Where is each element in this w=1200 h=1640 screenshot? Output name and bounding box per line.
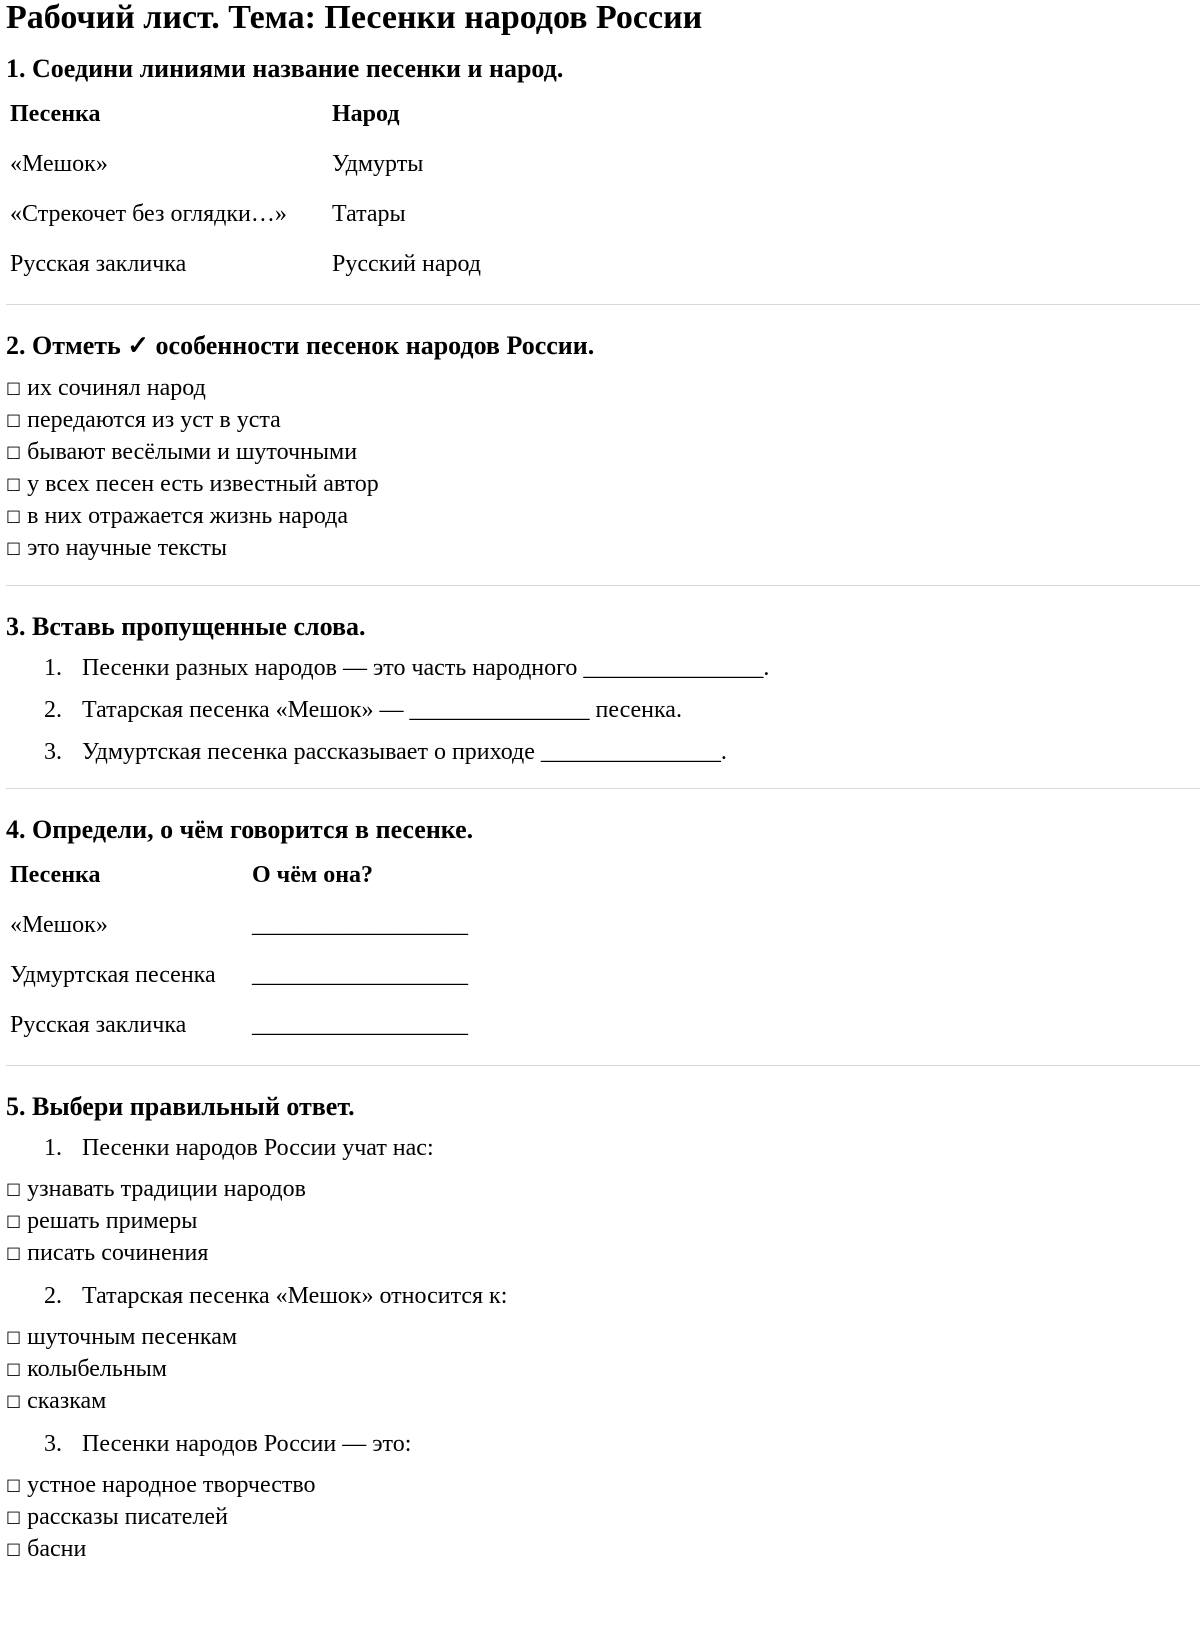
checkbox-icon[interactable]: □ [6,442,22,461]
checklist-item-label: бывают весёлыми и шуточными [27,439,358,465]
checkbox-icon[interactable]: □ [6,1539,22,1558]
checklist-item [6,437,1194,469]
item-number: 3. [44,739,62,765]
fill-item [6,696,1194,724]
section-3-list [6,654,1194,766]
checklist-item-label: это научные тексты [27,535,228,561]
item-number: 2. [44,697,62,723]
answer-option-label: узнавать традиции народов [27,1176,306,1202]
question-text: Песенки народов России учат нас: [82,1135,434,1161]
section-divider [6,1065,1200,1066]
checkbox-icon[interactable]: □ [6,378,22,397]
song-cell: «Мешок» [10,151,108,177]
item-number: 1. [44,655,62,681]
question-number: 2. [44,1283,62,1309]
answer-option [6,1502,1194,1534]
section-divider [6,585,1200,586]
question-number: 1. [44,1135,62,1161]
section-divider [6,304,1200,305]
checkbox-icon[interactable]: □ [6,410,22,429]
people-cell: Татары [332,201,406,227]
answer-option-label: шуточным песенкам [27,1324,238,1350]
checkbox-icon[interactable]: □ [6,1391,22,1410]
page-title: Рабочий лист. Тема: Песенки народов России [6,0,703,36]
checklist-item-label: у всех песен есть известный автор [27,471,379,497]
question [6,1430,1194,1458]
answer-option [6,1534,1194,1566]
answer-options [6,1322,1194,1418]
checkbox-icon[interactable]: □ [6,1243,22,1262]
section-4-table [6,855,516,1055]
checkbox-icon[interactable]: □ [6,1359,22,1378]
checklist-item [6,501,1194,533]
table-row [6,1005,516,1055]
fill-item-text: Татарская песенка «Мешок» — _______________ песенка. [82,697,682,723]
column-header-song: Песенка [10,862,101,888]
answer-option-label: рассказы писателей [27,1504,228,1530]
column-header-song: Песенка [10,101,101,127]
checkbox-icon[interactable]: □ [6,506,22,525]
table-header-row [6,855,516,905]
checklist-item-label: в них отражается жизнь народа [27,503,348,529]
table-row [6,194,576,244]
answer-option-label: писать сочинения [27,1240,209,1266]
song-cell: Русская закличка [10,1012,187,1038]
section-4-title: 4. Определи, о чём говорится в песенке. [6,815,474,844]
column-header-about: О чём она? [252,862,374,888]
checkbox-icon[interactable]: □ [6,1475,22,1494]
answer-blank[interactable]: __________________ [252,912,468,938]
answer-option [6,1470,1194,1502]
question [6,1282,1194,1310]
checkbox-icon[interactable]: □ [6,1211,22,1230]
checkbox-icon[interactable]: □ [6,1507,22,1526]
section-divider [6,788,1200,789]
fill-item-text: Песенки разных народов — это часть народного _______________. [82,655,770,681]
checklist-item [6,405,1194,437]
section-5-title: 5. Выбери правильный ответ. [6,1092,355,1121]
answer-option-label: колыбельным [27,1356,167,1382]
song-cell: «Мешок» [10,912,108,938]
checkbox-icon[interactable]: □ [6,538,22,557]
checklist-item-label: передаются из уст в уста [27,407,281,433]
answer-option [6,1354,1194,1386]
song-cell: Удмуртская песенка [10,962,216,988]
answer-option-label: басни [27,1536,87,1562]
checklist-item-label: их сочинял народ [27,375,206,401]
answer-option [6,1206,1194,1238]
question-text: Песенки народов России — это: [82,1431,412,1457]
table-row [6,144,576,194]
fill-item-text: Удмуртская песенка рассказывает о приходе _______________. [82,739,727,765]
song-cell: Русская закличка [10,251,187,277]
song-cell: «Стрекочет без оглядки…» [10,201,287,227]
checklist-item [6,373,1194,405]
section-2-checklist [6,373,1194,565]
table-row [6,244,576,294]
answer-option [6,1174,1194,1206]
answer-blank[interactable]: __________________ [252,1012,468,1038]
answer-option-label: решать примеры [27,1208,198,1234]
checkbox-icon[interactable]: □ [6,474,22,493]
checkbox-icon[interactable]: □ [6,1179,22,1198]
section-3-title: 3. Вставь пропущенные слова. [6,612,366,641]
fill-item [6,654,1194,682]
answer-option [6,1238,1194,1270]
answer-option-label: устное народное творчество [27,1472,316,1498]
question-number: 3. [44,1431,62,1457]
table-row [6,955,516,1005]
table-row [6,905,516,955]
answer-option-label: сказкам [27,1388,107,1414]
answer-option [6,1322,1194,1354]
question [6,1134,1194,1162]
fill-item [6,738,1194,766]
question-text: Татарская песенка «Мешок» относится к: [82,1283,508,1309]
checkbox-icon[interactable]: □ [6,1327,22,1346]
checklist-item [6,533,1194,565]
table-header-row [6,94,576,144]
section-1-table [6,94,576,294]
checklist-item [6,469,1194,501]
answer-options [6,1174,1194,1270]
section-2-title: 2. Отметь ✓ особенности песенок народов России. [6,331,595,360]
column-header-people: Народ [332,101,400,127]
answer-option [6,1386,1194,1418]
answer-options [6,1470,1194,1566]
people-cell: Удмурты [332,151,424,177]
section-1-title: 1. Соедини линиями название песенки и народ. [6,54,564,83]
people-cell: Русский народ [332,251,482,277]
answer-blank[interactable]: __________________ [252,962,468,988]
